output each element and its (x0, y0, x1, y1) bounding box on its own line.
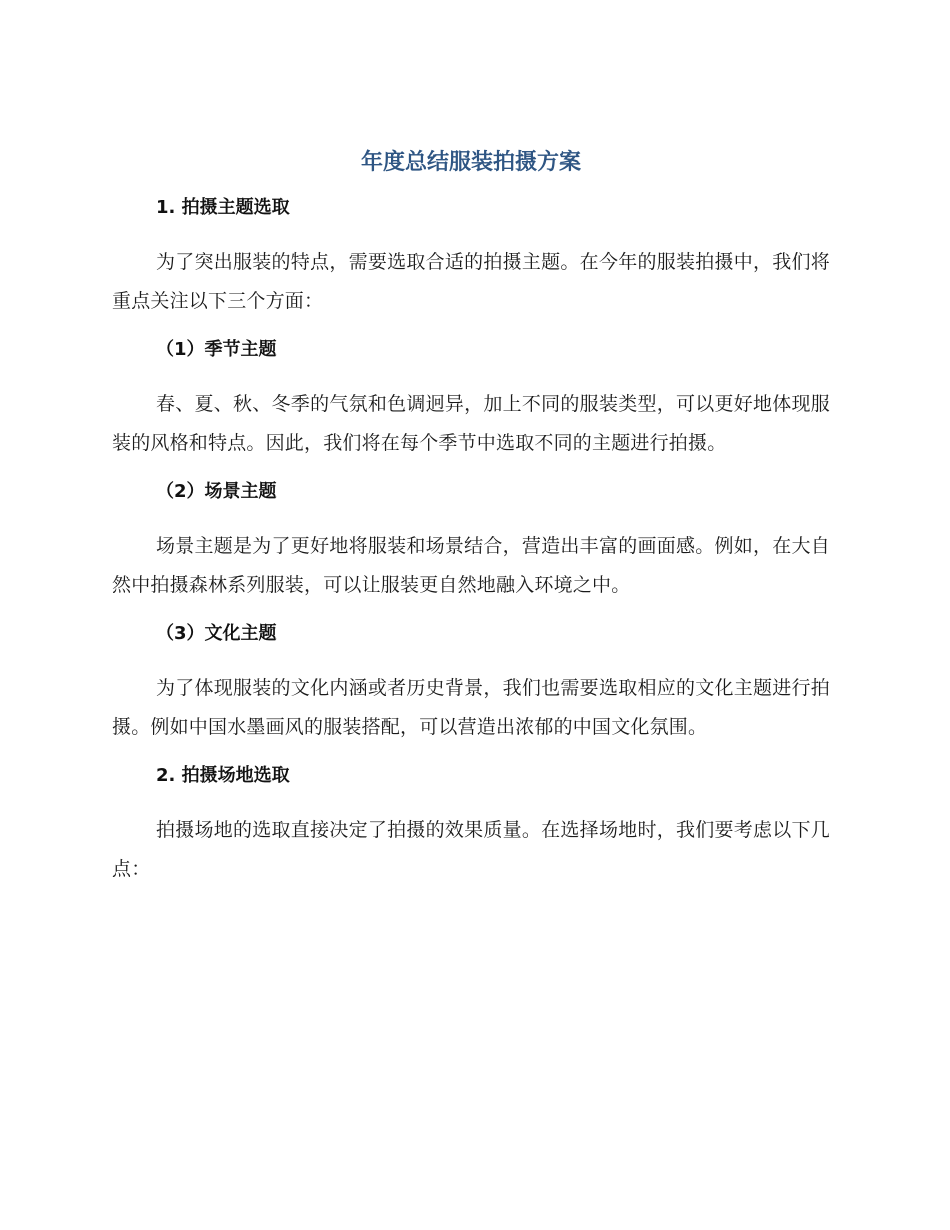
section-intro-2: 拍摄场地的选取直接决定了拍摄的效果质量。在选择场地时，我们要考虑以下几点： (112, 819, 830, 880)
subsection-heading-scene: （2）场景主题 (156, 481, 277, 502)
document-page (112, 145, 830, 905)
subsection-text-season: 春、夏、秋、冬季的气氛和色调迥异，加上不同的服装类型，可以更好地体现服装的风格和特点。因此，我们将在每个季节中选取不同的主题进行拍摄。 (112, 393, 830, 454)
subsection-heading-season: （1）季节主题 (156, 339, 277, 360)
section-intro-1: 为了突出服装的特点，需要选取合适的拍摄主题。在今年的服装拍摄中，我们将重点关注以下三个方面： (112, 251, 830, 312)
subsection-text-culture: 为了体现服装的文化内涵或者历史背景，我们也需要选取相应的文化主题进行拍摄。例如中国水墨画风的服装搭配，可以营造出浓郁的中国文化氛围。 (112, 677, 830, 738)
subsection-heading-culture: （3）文化主题 (156, 623, 277, 644)
section-heading-1: 1. 拍摄主题选取 (156, 197, 290, 218)
subsection-text-scene: 场景主题是为了更好地将服装和场景结合，营造出丰富的画面感。例如，在大自然中拍摄森林系列服装，可以让服装更自然地融入环境之中。 (112, 535, 830, 596)
section-heading-2: 2. 拍摄场地选取 (156, 765, 290, 786)
document-title: 年度总结服装拍摄方案 (360, 150, 581, 175)
